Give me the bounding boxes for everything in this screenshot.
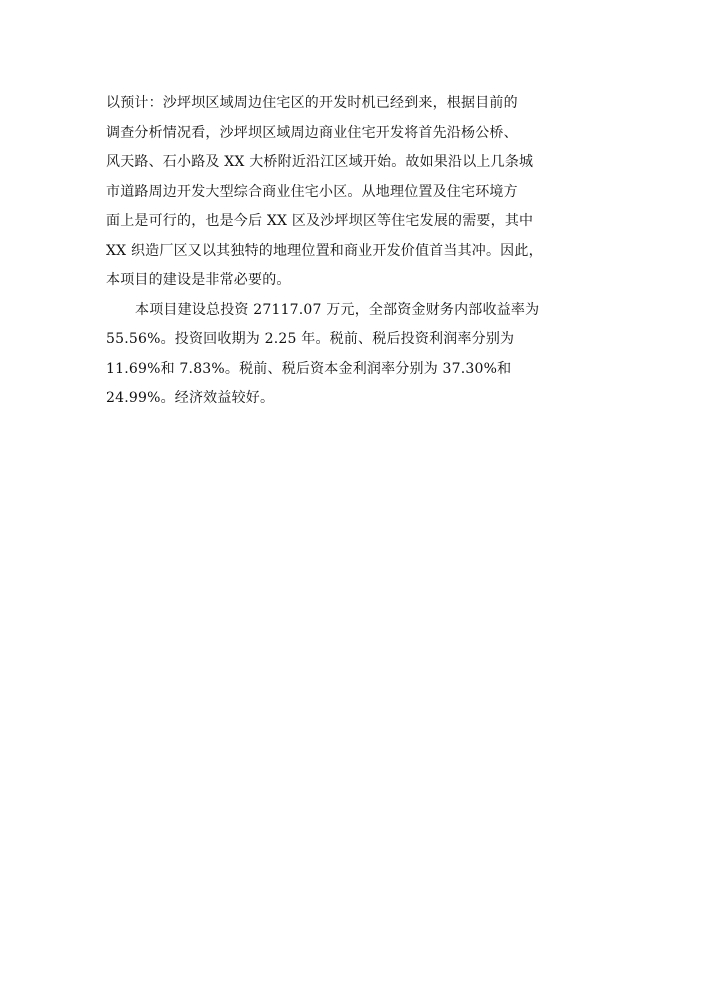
text-line-6: XX 织造厂区又以其独特的地理位置和商业开发价值首当其冲。因此， [106, 242, 543, 259]
text-line-5: 面上是可行的，也是今后 XX 区及沙坪坝区等住宅发展的需要，其中 [106, 213, 534, 229]
text-line-8-paragraph-start: 本项目建设总投资 27117.07 万元，全部资金财务内部收益率为 [135, 301, 540, 318]
text-line-3: 风天路、石小路及 XX 大桥附近沿江区域开始。故如果沿以上几条城 [106, 154, 534, 170]
text-line-9: 55.56%。投资回收期为 2.25 年。税前、税后投资利润率分别为 [106, 331, 515, 347]
text-line-7: 本项目的建设是非常必要的。 [106, 272, 291, 288]
text-line-10: 11.69%和 7.83%。税前、税后资本金利润率分别为 37.30%和 [106, 360, 512, 377]
text-line-11: 24.99%。经济效益较好。 [106, 390, 275, 406]
text-line-4: 市道路周边开发大型综合商业住宅小区。从地理位置及住宅环境方 [106, 183, 518, 200]
document-body [106, 89, 606, 414]
text-line-1: 以预计：沙坪坝区域周边住宅区的开发时机已经到来，根据目前的 [106, 95, 518, 111]
text-line-2: 调查分析情况看，沙坪坝区域周边商业住宅开发将首先沿杨公桥、 [106, 124, 518, 141]
